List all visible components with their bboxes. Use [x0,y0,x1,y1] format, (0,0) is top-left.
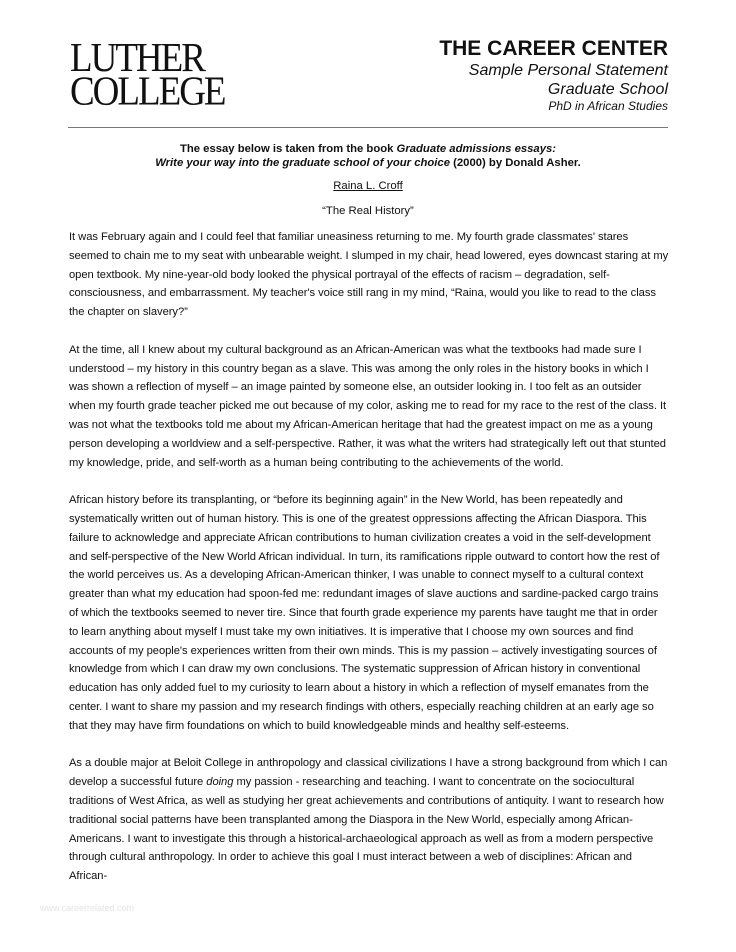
paragraph-4-part-b: my passion - researching and teaching. I want to concentrate on the sociocultural traditions of West Africa, as well as studying her great achievements and contributions of antiquity. I want to research how traditional social patterns have been transplanted among the Diaspora in the New World, especially among African-Americans. I want to investigate this through a historical-archaeological approach as well as from a modern perspective through cultural anthropology. In order to achieve this goal I must interact between a web of disciplines: African and African- [69,776,664,883]
header-title: THE CAREER CENTER [439,37,668,60]
source-note [68,142,668,170]
header-divider [68,127,668,128]
paragraph-2: At the time, all I knew about my cultural background as an African-American was what the textbooks had made sure I understood – my history in this country began as a slave. This was among the only roles in the history books in which I was shown a reflection of myself – an image painted by someone else, an outsider looking in. I too felt as an outsider when my fourth grade teacher picked me out because of my color, asking me to read for my race to the rest of the class. It was not what the textbooks told me about my African-American heritage that had the greatest impact on me as a young person developing a worldview and a self-perspective. Rather, it was what the writers had strategically left out that stunted my knowledge, pride, and self-worth as a human being contributing to the achievements of the world. [69,343,667,469]
document-header [439,37,668,114]
essay-title: “The Real History” [322,205,414,217]
header-subtitle-3: PhD in African Studies [548,99,668,113]
book-title-1: Graduate admissions essays: [396,143,557,155]
header-subtitle-2: Graduate School [547,81,668,98]
essay-author [68,180,668,192]
luther-college-logo [70,35,225,115]
paragraph-4-part-a: As a double major at Beloit College in anthropology and classical civilizations I have a strong background from which I can develop a successful future [69,757,668,789]
logo-line-2: COLLEGE [70,68,225,115]
logo-line-1: LUTHER [70,35,204,82]
essay-body [69,228,669,905]
paragraph-1: It was February again and I could feel that familiar uneasiness returning to me. My fourth grade classmates' stares seemed to chain me to my seat with unbearable weight. I slumped in my chair, head lowered, eyes downcast staring at my open textbook. My nine-year-old body looked the physical portrayal of the effects of racism – degradation, self-consciousness, and embarrassment. My teacher's voice still rang in my mind, “Raina, would you like to read to the class the chapter on slavery?” [69,231,669,319]
intro-part-1: The essay below is taken from the book [179,143,397,155]
paragraph-4 [69,754,669,886]
author-name: Raina L. Croff [333,180,403,192]
watermark: www.careerrelated.com [40,903,135,913]
intro-part-2: (2000) by Donald Asher. [450,157,581,169]
paragraph-4-italic: doing [206,776,234,789]
book-title-2: Write your way into the graduate school of your choice [155,157,450,169]
header-subtitle-1: Sample Personal Statement [468,62,668,79]
paragraph-3: African history before its transplanting, or “before its beginning again” in the New World, has been repeatedly and systematically written out of human history. This is one of the greatest oppressions affecting the African Diaspora. This failure to acknowledge and appreciate African contributions to human civilization creates a void in the self-development and self-perspective of the New World African individual. In turn, its ramifications ripple outward to contort how the rest of the world perceives us. As a developing African-American thinker, I was unable to connect myself to a cultural context greater than what my education had spoon-fed me: redundant images of slave auctions and sardine-packed cargo trains of which the textbooks seemed to never tire. Since that fourth grade experience my parents have taught me that in order to learn anything about myself I must take my own initiatives. It is imperative that I choose my own sources and find accounts of my people's experiences written from their own minds. This is my passion – actively investigating sources of knowledge from which I can draw my own conclusions. The systematic suppression of African history in conventional education has only added fuel to my curiosity to learn about a history in which a reflection of myself emanates from the center. I want to share my passion and my research findings with others, especially reaching children at an early age so that they may have firm foundations on which to build knowledgeable minds and healthy self-esteems. [69,494,660,732]
